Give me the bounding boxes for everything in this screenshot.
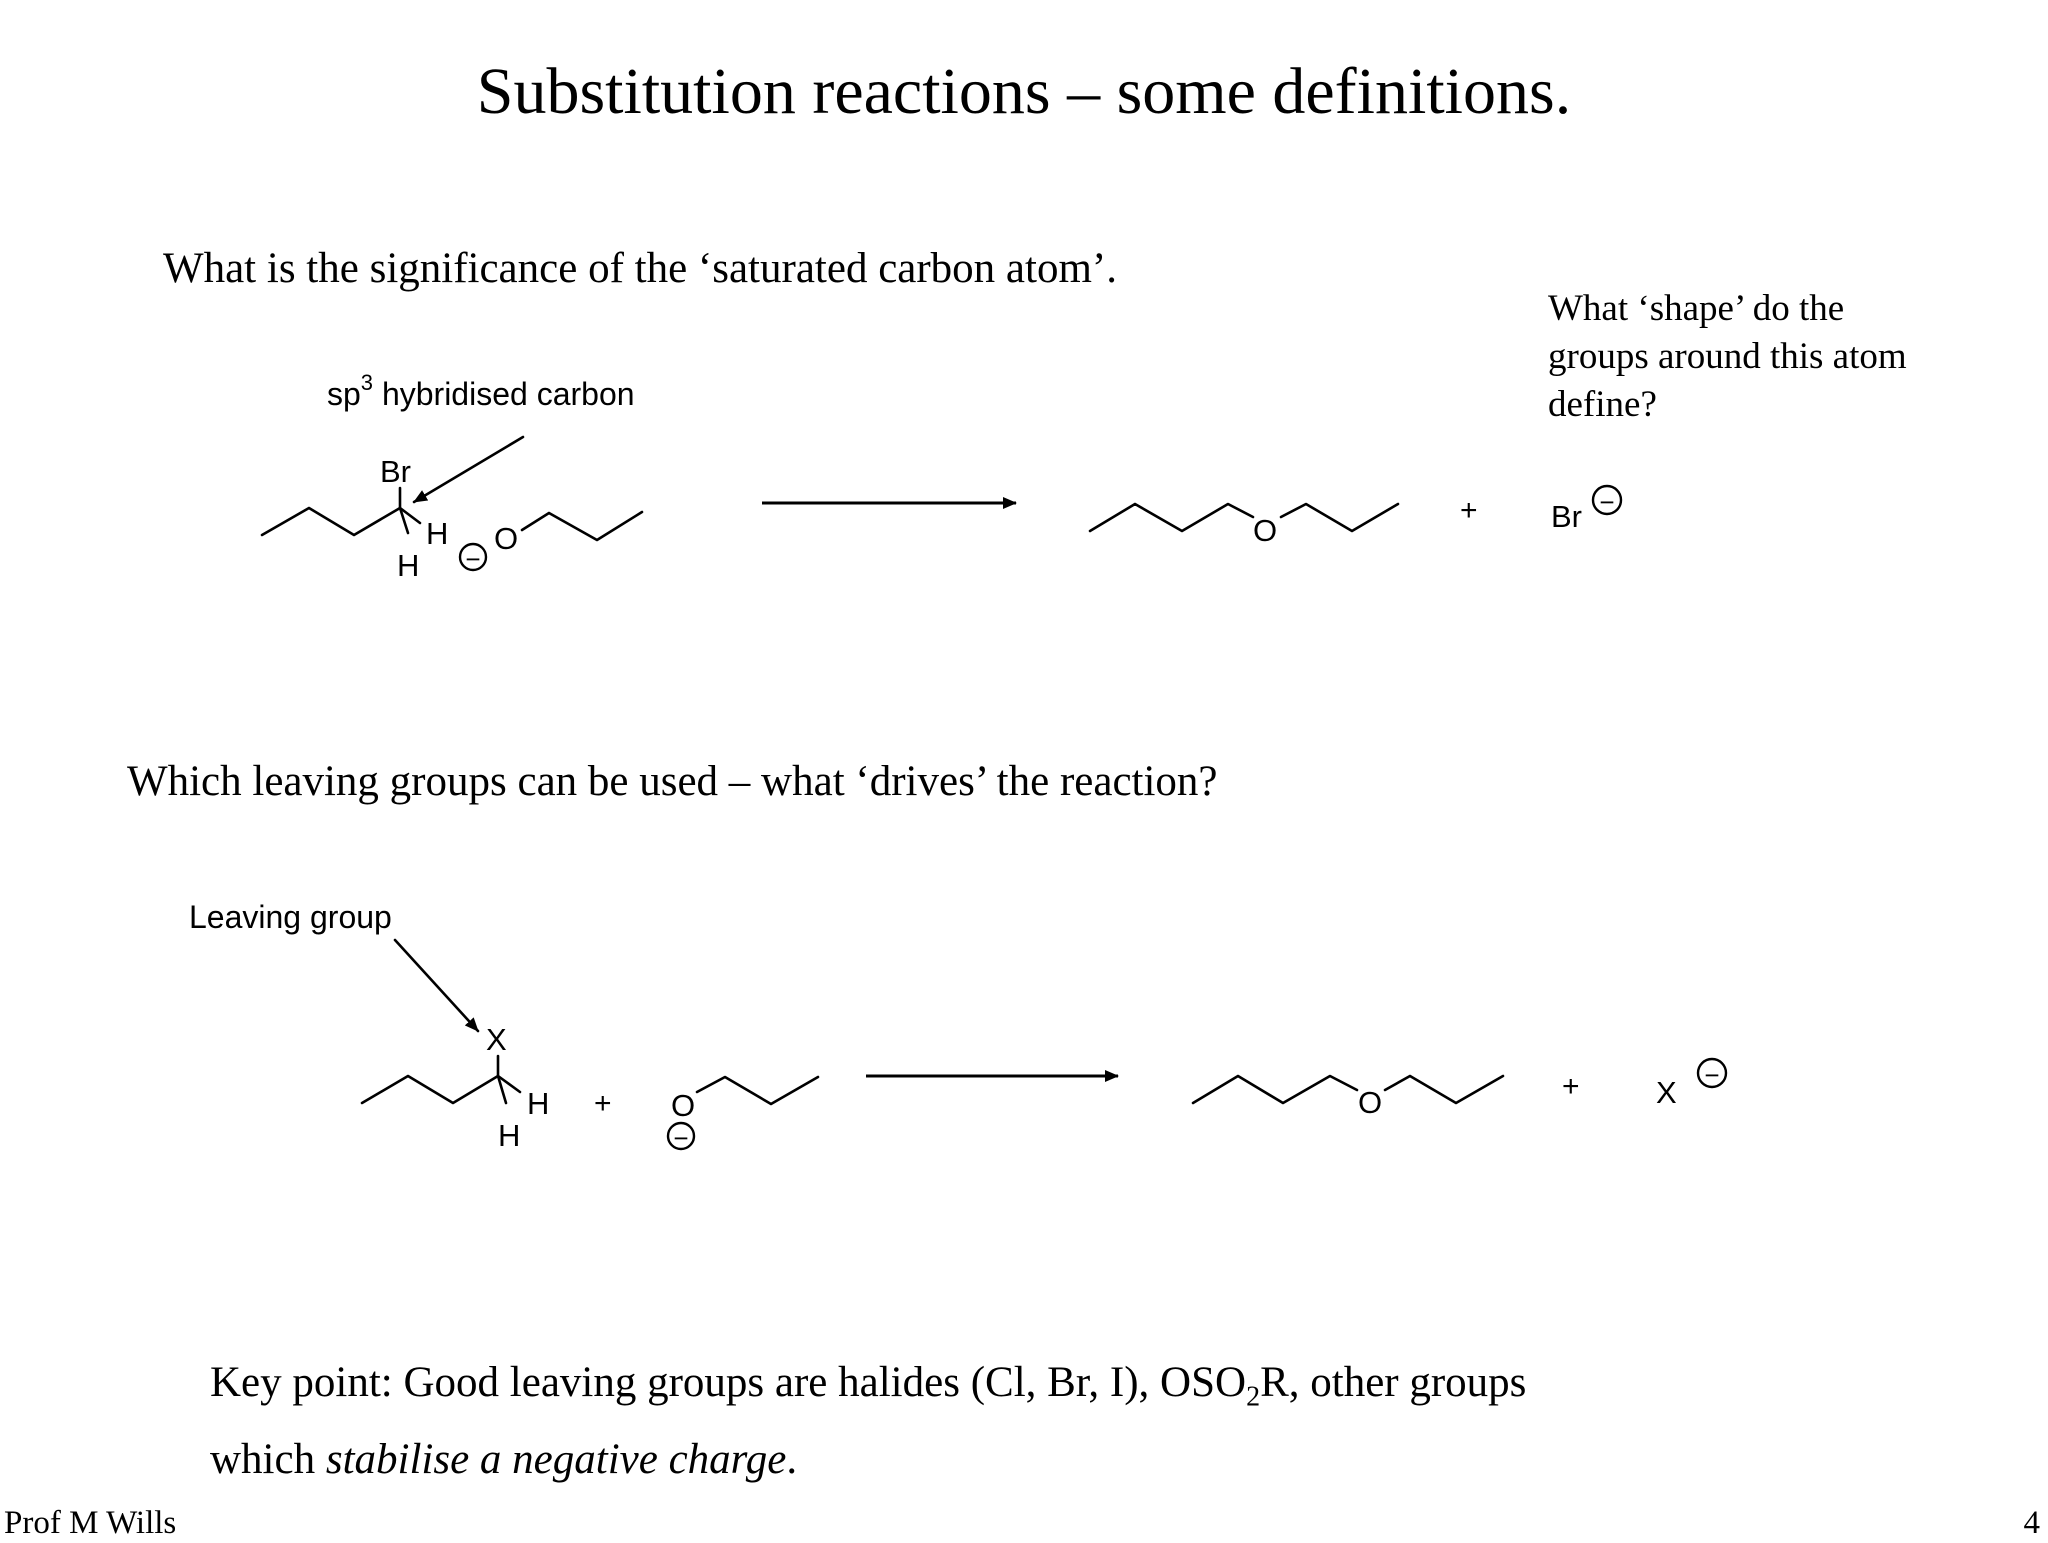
question-leaving-groups: Which leaving groups can be used – what ‘drives’ the reaction?: [127, 758, 1218, 805]
atom-br-1: Br: [380, 454, 411, 489]
ether-chain-left-2: [1193, 1076, 1357, 1103]
atom-o-product-1: O: [1253, 513, 1278, 548]
plus-sign-2a: +: [594, 1087, 612, 1120]
plus-sign-2b: +: [1562, 1070, 1580, 1103]
butyl-chain-2: [362, 1076, 498, 1103]
key-point-suffix: R, other groups: [1260, 1359, 1527, 1406]
propyl-chain-1: [522, 512, 642, 540]
question-saturated-carbon: What is the significance of the ‘saturated carbon atom’.: [163, 245, 1117, 292]
atom-o-product-2: O: [1358, 1085, 1383, 1120]
atom-h-2a: H: [527, 1086, 550, 1121]
atom-x-2: X: [486, 1022, 507, 1057]
charge-symbol-1: −: [465, 544, 481, 574]
scheme-2: [189, 899, 1726, 1153]
atom-o-1: O: [494, 521, 519, 556]
plus-sign-1: +: [1460, 494, 1478, 527]
atom-h-2b: H: [498, 1118, 521, 1153]
scheme-1: [262, 370, 1621, 583]
slide-title: Substitution reactions – some definitions.: [476, 55, 1572, 128]
key-point-emphasis: stabilise a negative charge: [325, 1435, 787, 1483]
atom-h-1b: H: [397, 548, 420, 583]
butyl-chain-1: [262, 508, 400, 535]
page-number: 4: [2023, 1505, 2040, 1541]
key-point-subscript: 2: [1246, 1381, 1261, 1413]
footer-author: Prof M Wills: [4, 1505, 177, 1541]
atom-o-2: O: [671, 1088, 696, 1123]
atom-x-product: X: [1656, 1075, 1677, 1110]
ether-chain-right-1: [1281, 504, 1398, 531]
leaving-group-annotation: Leaving group: [189, 899, 392, 935]
ether-chain-right-2: [1385, 1076, 1503, 1103]
leaving-group-arrow: [395, 940, 478, 1031]
key-point-end: .: [786, 1435, 798, 1483]
atom-h-1a: H: [426, 516, 449, 551]
sp3-annotation-arrow: [414, 437, 523, 502]
key-point-line2: which: [210, 1435, 326, 1483]
question-shape: What ‘shape’ do the groups around this atom define?: [1548, 288, 1907, 425]
charge-symbol-product-2: −: [1704, 1060, 1720, 1090]
key-point-prefix: Key point: Good leaving groups are halides (Cl, Br, I), OSO: [210, 1359, 1247, 1406]
ether-chain-left-1: [1090, 504, 1253, 531]
atom-br-product: Br: [1551, 499, 1582, 534]
sp3-annotation: $sp^3$ hybridised carbon: [327, 370, 635, 412]
propyl-chain-2: [697, 1077, 818, 1104]
charge-symbol-product-1: −: [1599, 487, 1615, 517]
charge-symbol-2: −: [673, 1123, 689, 1153]
